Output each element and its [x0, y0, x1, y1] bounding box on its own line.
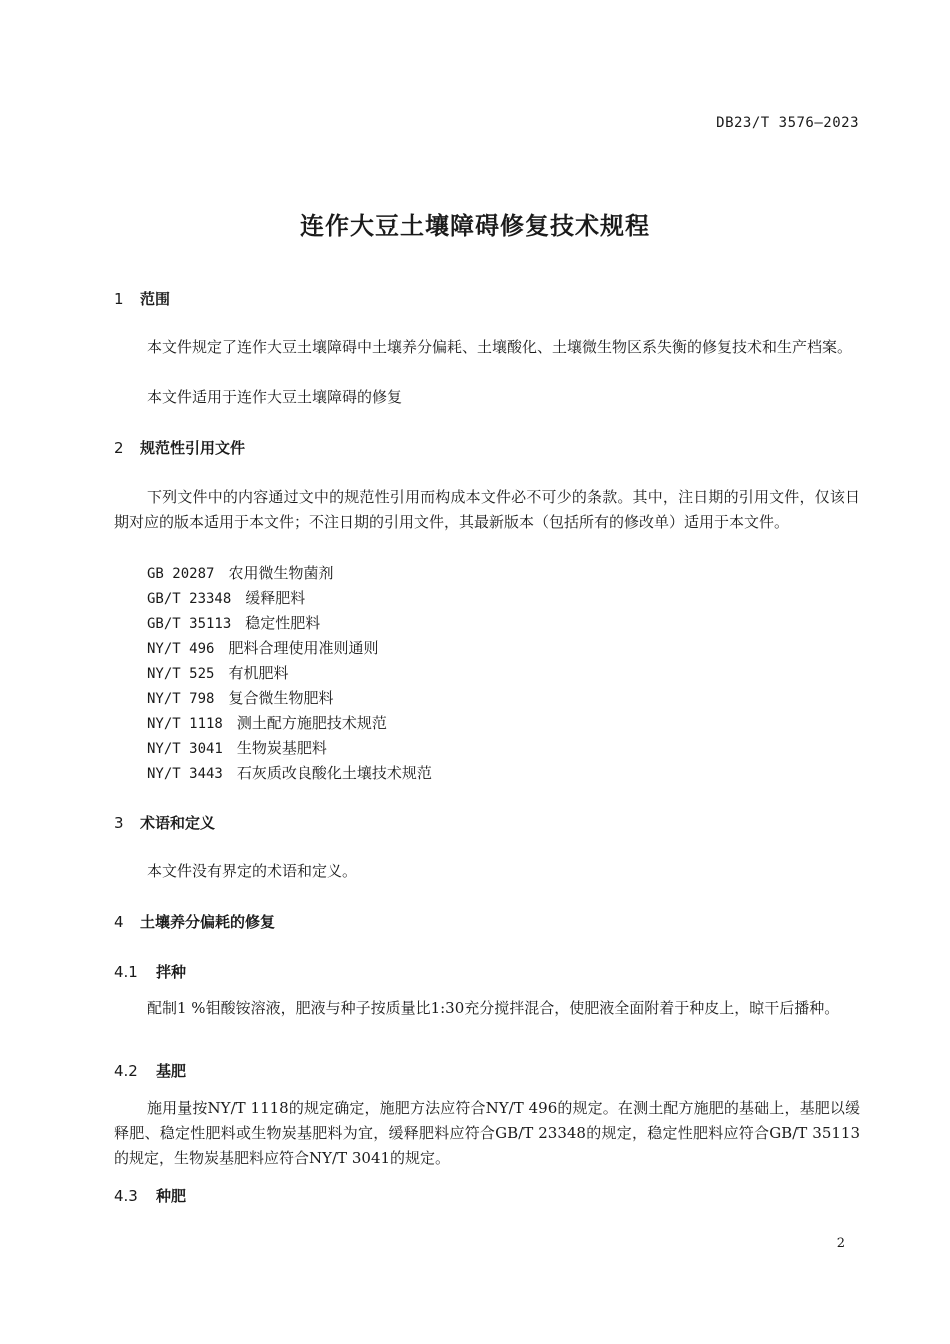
reference-code: GB 20287 — [147, 566, 215, 582]
section-3-heading — [114, 812, 215, 833]
section-2-intro — [114, 485, 860, 535]
paragraph-text: 本文件适用于连作大豆土壤障碍的修复 — [147, 388, 403, 406]
reference-code: NY/T 798 — [147, 691, 215, 707]
section-4-heading — [114, 911, 275, 932]
reference-code: NY/T 3041 — [147, 741, 223, 757]
section-number: 4.3 — [114, 1187, 138, 1205]
document-title: 连作大豆土壤障碍修复技术规程 — [300, 212, 650, 240]
reference-item — [147, 612, 320, 633]
reference-item — [147, 637, 378, 658]
page-number: 2 — [836, 1236, 845, 1251]
section-4-1-paragraph — [114, 996, 860, 1021]
reference-item — [147, 587, 305, 608]
section-4-2-paragraph — [114, 1096, 860, 1171]
reference-name: 稳定性肥料 — [245, 614, 321, 632]
reference-item — [147, 737, 327, 758]
section-title: 基肥 — [156, 1062, 187, 1080]
reference-name: 农用微生物菌剂 — [228, 564, 334, 582]
paragraph-text: 本文件没有界定的术语和定义。 — [147, 862, 358, 880]
section-number: 2 — [114, 439, 124, 457]
reference-item — [147, 687, 333, 708]
reference-name: 石灰质改良酸化土壤技术规范 — [236, 764, 432, 782]
reference-code: NY/T 3443 — [147, 766, 223, 782]
reference-code: GB/T 35113 — [147, 616, 232, 632]
reference-name: 复合微生物肥料 — [228, 689, 334, 707]
paragraph-text: 本文件规定了连作大豆土壤障碍中土壤养分偏耗、土壤酸化、土壤微生物区系失衡的修复技术和生产档案。 — [147, 338, 853, 356]
section-number: 3 — [114, 814, 124, 832]
reference-code: NY/T 496 — [147, 641, 215, 657]
reference-item — [147, 562, 333, 583]
reference-item — [147, 662, 288, 683]
section-number: 1 — [114, 290, 124, 308]
reference-code: GB/T 23348 — [147, 591, 232, 607]
section-title: 术语和定义 — [140, 814, 216, 832]
reference-name: 有机肥料 — [228, 664, 289, 682]
reference-item — [147, 762, 432, 783]
section-title: 规范性引用文件 — [140, 439, 246, 457]
reference-name: 生物炭基肥料 — [236, 739, 327, 757]
section-title: 拌种 — [156, 963, 187, 981]
document-code: DB23/T 3576—2023 — [716, 115, 859, 131]
section-number: 4.2 — [114, 1062, 138, 1080]
section-4-2-heading — [114, 1060, 186, 1081]
section-title: 种肥 — [156, 1187, 187, 1205]
paragraph-text: 配制1 %钼酸铵溶液，肥液与种子按质量比1:30充分搅拌混合，使肥液全面附着于种皮上，晾干后播种。 — [147, 999, 840, 1017]
reference-code: NY/T 1118 — [147, 716, 223, 732]
section-1-paragraph-1 — [114, 335, 860, 360]
section-4-3-heading — [114, 1185, 186, 1206]
section-number: 4.1 — [114, 963, 138, 981]
reference-item — [147, 712, 387, 733]
reference-name: 缓释肥料 — [245, 589, 306, 607]
section-1-heading — [114, 288, 170, 309]
paragraph-text: 下列文件中的内容通过文中的规范性引用而构成本文件必不可少的条款。其中，注日期的引用文件，仅该日期对应的版本适用于本文件；不注日期的引用文件，其最新版本（包括所有的修改单）适用于本文件。 — [114, 488, 860, 531]
reference-name: 肥料合理使用准则通则 — [228, 639, 379, 657]
section-3-paragraph — [114, 859, 860, 884]
section-number: 4 — [114, 913, 124, 931]
section-title: 土壤养分偏耗的修复 — [140, 913, 276, 931]
reference-code: NY/T 525 — [147, 666, 215, 682]
section-2-heading — [114, 437, 245, 458]
section-4-1-heading — [114, 961, 186, 982]
section-1-paragraph-2 — [114, 385, 860, 410]
reference-name: 测土配方施肥技术规范 — [236, 714, 387, 732]
section-title: 范围 — [140, 290, 171, 308]
paragraph-text: 施用量按NY/T 1118的规定确定，施肥方法应符合NY/T 496的规定。在测土配方施肥的基础上，基肥以缓释肥、稳定性肥料或生物炭基肥料为宜，缓释肥料应符合GB/T 23348的规定，稳定性肥料应符合GB/T 35113的规定，生物炭基肥料应符合NY/T 3041的规定。 — [114, 1099, 860, 1167]
